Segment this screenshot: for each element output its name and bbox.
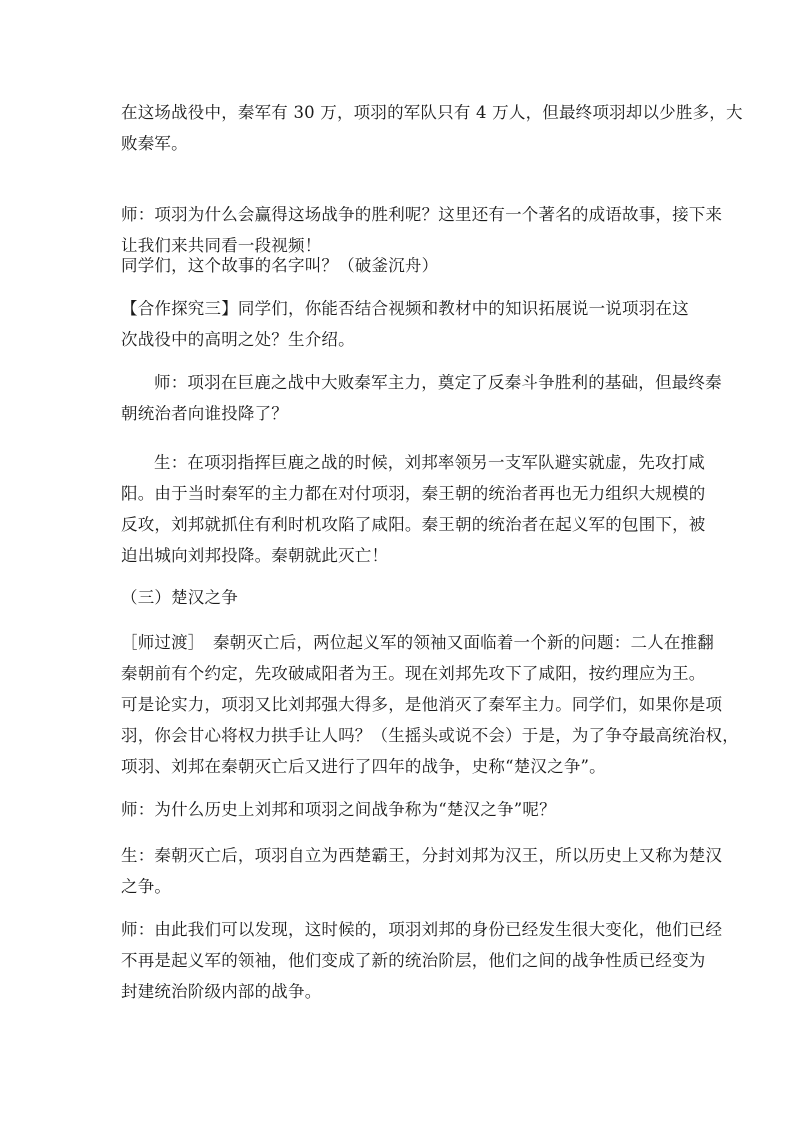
text-line: 之争。	[121, 877, 172, 896]
paragraph-idiom-name	[121, 250, 681, 281]
paragraph-teacher-why-chuhan	[121, 794, 681, 825]
text-line: 项羽、刘邦在秦朝灭亡后又进行了四年的战争，史称“楚汉之争”。	[121, 757, 606, 776]
paragraph-surrender-question	[121, 367, 722, 429]
text-line: 阳。由于当时秦军的主力都在对付项羽，秦王朝的统治者再也无力组织大规模的	[121, 484, 706, 503]
text-line: 封建统治阶级内部的战争。	[121, 982, 322, 1001]
text-line: ［师过渡］ 秦朝灭亡后，两位起义军的领袖又面临着一个新的问题：二人在推翻	[121, 633, 714, 652]
text-line: 反攻，刘邦就抓住有利时机攻陷了咸阳。秦王朝的统治者在起义军的包围下，被	[121, 515, 706, 534]
text-line: 同学们，这个故事的名字叫？（破釜沉舟）	[121, 256, 439, 275]
section-heading	[121, 582, 681, 613]
text-line: 不再是起义军的领袖，他们变成了新的统治阶层，他们之间的战争性质已经变为	[121, 951, 706, 970]
text-line: 生：秦朝灭亡后，项羽自立为西楚霸王，分封刘邦为汉王，所以历史上又称为楚汉	[121, 846, 723, 865]
text-line: 羽，你会甘心将权力拱手让人吗？（生摇头或说不会）于是，为了争夺最高统治权，	[121, 726, 739, 745]
text-line: 生：在项羽指挥巨鹿之战的时候，刘邦率领另一支军队避实就虚，先攻打咸	[154, 453, 706, 472]
text-line: 迫出城向刘邦投降。秦朝就此灭亡！	[121, 546, 389, 565]
text-line: 让我们来共同看一段视频！	[121, 236, 322, 255]
paragraph-cooperative-inquiry	[121, 293, 689, 355]
text-line: 次战役中的高明之处？生介绍。	[121, 330, 355, 349]
paragraph-battle-numbers	[121, 97, 743, 159]
text-line: （三）楚汉之争	[121, 588, 238, 607]
text-line: 师：由此我们可以发现，这时候的，项羽刘邦的身份已经发生很大变化，他们已经	[121, 920, 723, 939]
paragraph-teacher-transition	[121, 627, 739, 782]
text-line: 师：项羽在巨鹿之战中大败秦军主力，奠定了反秦斗争胜利的基础，但最终秦	[154, 373, 722, 392]
text-line: 师：为什么历史上刘邦和项羽之间战争称为“楚汉之争”呢？	[121, 800, 556, 819]
paragraph-student-answer	[121, 447, 706, 571]
text-line: 在这场战役中，秦军有 30 万，项羽的军队只有 4 万人，但最终项羽却以少胜多，大	[121, 103, 743, 122]
text-line: 【合作探究三】同学们，你能否结合视频和教材中的知识拓展说一说项羽在这	[121, 299, 689, 318]
text-line: 朝统治者向谁投降了？	[121, 404, 288, 423]
text-line: 可是论实力，项羽又比刘邦强大得多，是他消灭了秦军主力。同学们，如果你是项	[121, 695, 723, 714]
text-line: 秦朝前有个约定，先攻破咸阳者为王。现在刘邦先攻下了咸阳，按约理应为王。	[121, 664, 706, 683]
text-line: 败秦军。	[121, 134, 188, 153]
text-line: 师：项羽为什么会赢得这场战争的胜利呢？这里还有一个著名的成语故事，接下来	[121, 205, 723, 224]
paragraph-student-chuhan	[121, 840, 723, 902]
paragraph-teacher-conclusion	[121, 914, 723, 1007]
